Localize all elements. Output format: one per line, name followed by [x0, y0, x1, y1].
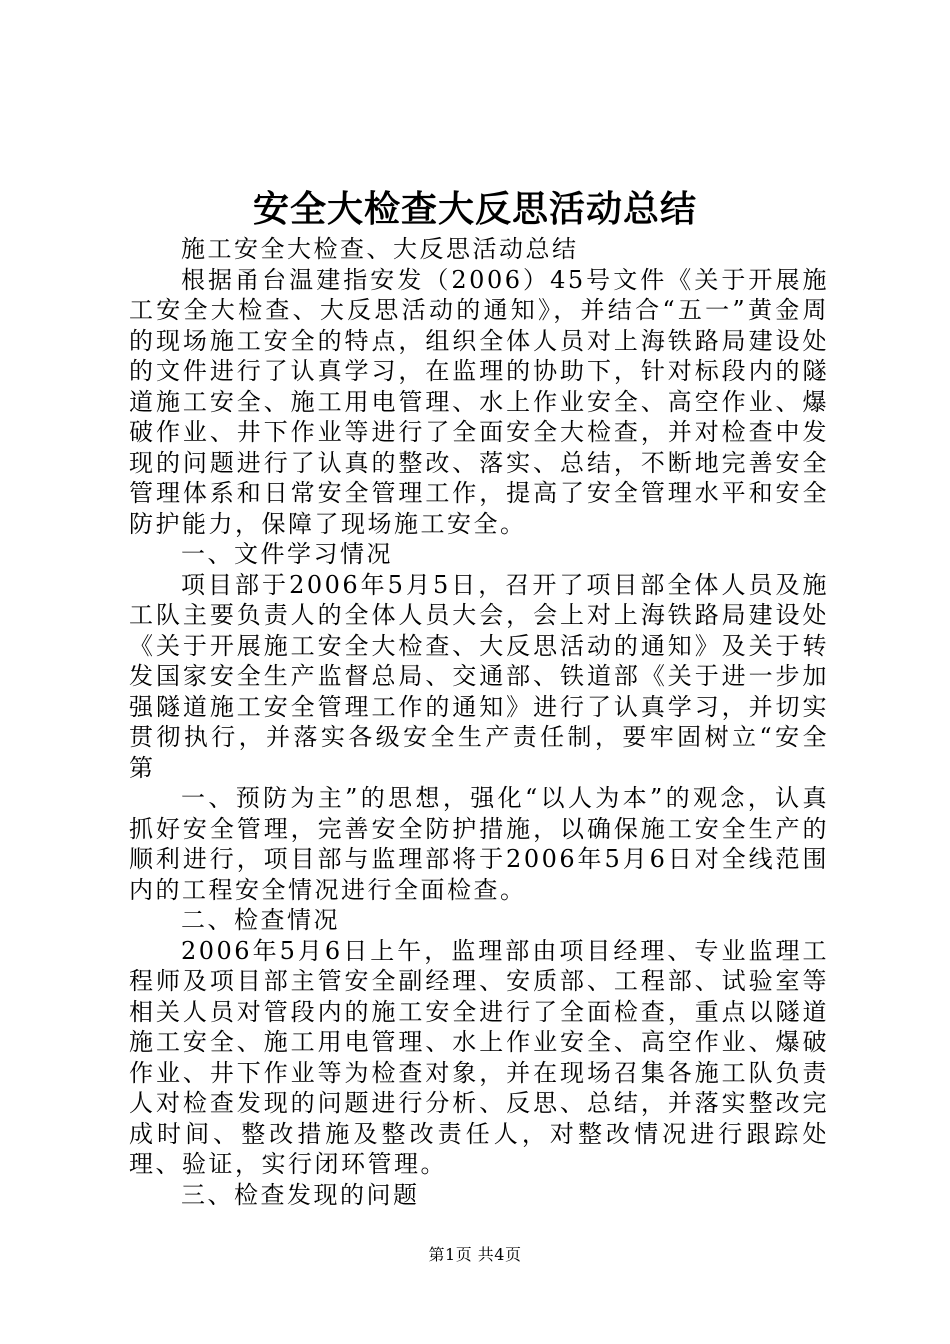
paragraph-subtitle: 施工安全大检查、大反思活动总结	[181, 235, 579, 263]
page-footer: 第1页 共4页	[428, 1245, 522, 1264]
paragraph-document-study: 项目部于2006年5月5日，召开了项目部全体人员及施工队主要负责人的全体人员大会，会上对上海铁路局建设处《关于开展施工安全大检查、大反思活动的通知》及关于转发国家安全生产监督总局、交通部、铁道部《关于进一步加强隧道施工安全管理工作的通知》进行了认真学习，并切实贯彻执行，并落实各级安全生产责任制，要牢固树立“安全第	[129, 570, 829, 782]
paragraph-inspection: 2006年5月6日上午，监理部由项目经理、专业监理工程师及项目部主管安全副经理、安质部、工程部、试验室等相关人员对管段内的施工安全进行了全面检查，重点以隧道施工安全、施工用电管理、水上作业安全、高空作业、爆破作业、井下作业等为检查对象，并在现场召集各施工队负责人对检查发现的问题进行分析、反思、总结，并落实整改完成时间、整改措施及整改责任人，对整改情况进行跟踪处理、验证，实行闭环管理。	[129, 936, 829, 1178]
document-body	[129, 234, 829, 1210]
section-heading-document-study: 一、文件学习情况	[181, 540, 393, 568]
section-heading-problems: 三、检查发现的问题	[181, 1180, 420, 1209]
document-title: 安全大检查大反思活动总结	[252, 188, 697, 230]
paragraph-intro: 根据甬台温建指安发（2006）45号文件《关于开展施工安全大检查、大反思活动的通知》，并结合“五一”黄金周的现场施工安全的特点，组织全体人员对上海铁路局建设处的文件进行了认真学习，在监理的协助下，针对标段内的隧道施工安全、施工用电管理、水上作业安全、高空作业、爆破作业、井下作业等进行了全面安全大检查，并对检查中发现的问题进行了认真的整改、落实、总结，不断地完善安全管理体系和日常安全管理工作，提高了安全管理水平和安全防护能力，保障了现场施工安全。	[129, 265, 829, 538]
section-heading-inspection: 二、检查情况	[181, 906, 340, 934]
paragraph-prevention: 一、预防为主”的思想，强化“以人为本”的观念，认真抓好安全管理，完善安全防护措施，以确保施工安全生产的顺利进行，项目部与监理部将于2006年5月6日对全线范围内的工程安全情况进行全面检查。	[129, 784, 829, 904]
